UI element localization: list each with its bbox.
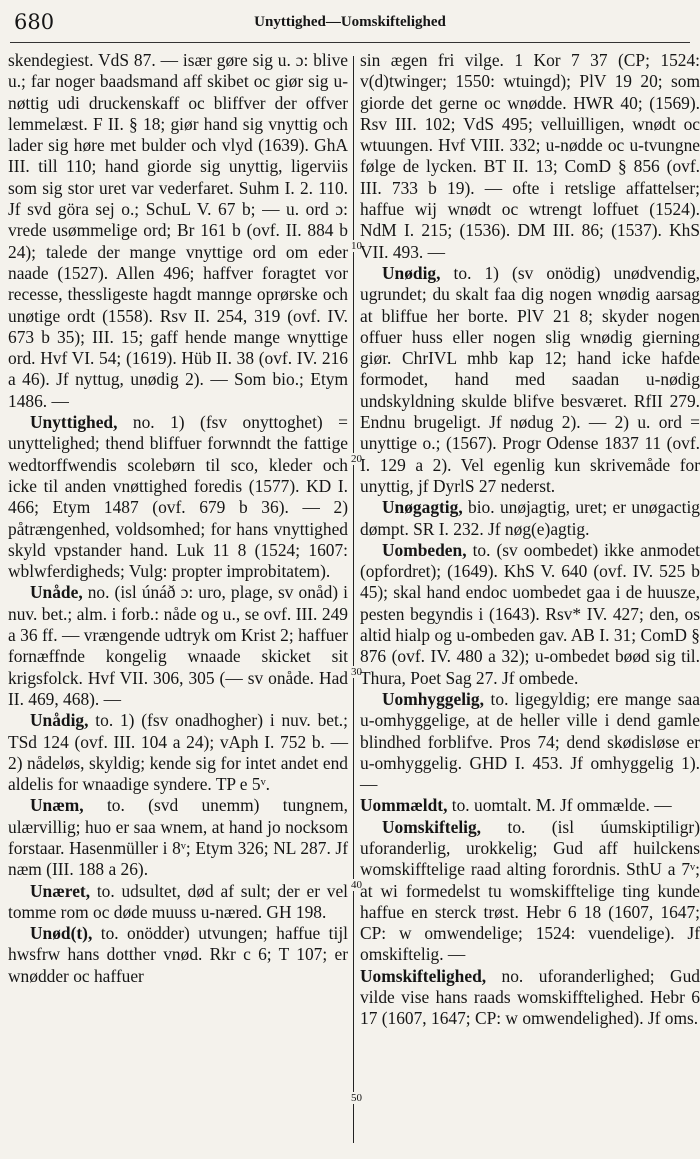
line-number: 40: [351, 879, 362, 891]
headword: Unåde,: [30, 582, 83, 603]
right-column: [360, 50, 700, 1030]
entry: Unådig, to. 1) (fsv onadhogher) i nuv. bet.; TSd 124 (ovf. III. 104 a 24); vAph I. 752 b. — 2) nådeløs, skyldig; kende sig for intet andet end aldelis for wnaadige syndere. TP e 5ᵛ.: [8, 710, 348, 795]
headword: Unødig,: [382, 262, 441, 283]
entry: Unøgagtig, bio. unøjagtig, uret; er unøgactig dømpt. SR I. 232. Jf nøg(e)agtig.: [360, 497, 700, 539]
headword: Uomskiftelighed,: [360, 965, 487, 986]
entry: skendegiest. VdS 87. — især gøre sig u. ɔ: blive u.; far noger baadsmand aff skibet oc giør sig u-nøttig udi druckenskaff oc bliffver der offver lemmelæst. F II. § 18; giør hand sig vnyttig och lader sig høre met bulder och vlyd (1639). GhA III. till 110; hand giorde sig unyttig, ligerviis som sig stor uret var vederfaret. Suhm I. 2. 110. Jf svd göra sej o.; SchuL V. 67 b; — u. ord ɔ: vrede usømmelige ord; Br 161 b (ovf. II. 884 b 24); talede der mange vnyttige ord om eder naade (1527). Allen 496; haffver foragtet vor recesse, thessligeste hagdt mannge oprørske och unøtige ordt (1558). Rsv II. 254, 319 (ovf. IV. 673 b 35); III. 15; gaff hende mange wnyttige ord. Hvf VI. 54; (1619). Hüb II. 38 (ovf. IV. 216 a 46). Jf nyttug, unødig 2). — Som bio.; Etym 1486. —: [8, 50, 348, 411]
entry: sin ægen fri vilge. 1 Kor 7 37 (CP; 1524: v(d)twinger; 1550: wtuingd); PlV 19 20; som giorde det gerne oc wnødde. HWR 40; (1569). Rsv III. 102; VdS 495; velluilligen, wnødt oc wtuungen. Hvf VIII. 332; u-nødde oc u-tvungne følge de lycken. BT II. 13; ComD § 856 (ovf. III. 733 b 19). — ofte i retslige affattelser; haffue wij wnødt oc wtrengt loffuet (1524). NdM I. 215; (1536). DM III. 86; (1537). KhS VII. 493. —: [360, 50, 700, 262]
headword: Unæret,: [30, 880, 91, 901]
line-number: 30: [351, 666, 362, 678]
entry: Unød(t), to. onödder) utvungen; haffue tijl hwsfrw hans dotther vnød. Rkr c 6; T 107; er wnødder oc haffuer: [8, 923, 348, 986]
page-header: [14, 10, 686, 36]
entry: Uomskiftelig, to. (isl úumskiptiligr) uforanderlig, urokkelig; Gud aff huilckens womskifftelige raad alting forordnis. SthU a 7ᵛ; at wi formedelst tu womskifftelige ting kunde haffue en sterck trøst. Hebr 6 18 (1607, 1647; CP: w omwendelige; 1524: vuendelige). Jf omskiftelig. —: [360, 816, 700, 965]
headword: Unådig,: [30, 710, 89, 731]
line-number: 10: [351, 240, 362, 252]
entry: Uomskiftelighed, no. uforanderlighed; Gud vilde vise hans raads womskifftelighed. Hebr 6 17 (1607, 1647; CP: w omwendelighed). Jf oms.: [360, 965, 700, 1029]
line-number: 20: [351, 453, 362, 465]
running-title: Unyttighed—Uomskiftelighed: [254, 14, 446, 30]
header-rule: [10, 42, 690, 43]
entry: Unæret, to. udsultet, død af sult; der er vel tomme rom oc døde muuss u-næred. GH 198.: [8, 880, 348, 922]
headword: Unæm,: [30, 795, 84, 816]
entry: Uomhyggelig, to. ligegyldig; ere mange saa u-omhyggelige, at de heller ville i dend gamle blindhed forblifve. Pros 74; dend skødisløse er u-omhyggelig. GHD I. 453. Jf omhyggelig 1). —: [360, 688, 700, 795]
page-number: 680: [14, 10, 55, 34]
headword: Uomhyggelig,: [382, 688, 484, 709]
headword: Uommældt,: [360, 795, 448, 816]
entry: Uombeden, to. (sv oombedet) ikke anmodet (opfordret); (1649). KhS V. 640 (ovf. IV. 525 b 45); skal hand endoc uombedet gaa i de huusze, pesten begyndis i (1643). Rsv* IV. 427; den, os altid hialp og u-ombeden gav. AB I. 31; ComD § 876 (ovf. IV. 480 a 32); u-ombedet bøød sig til. Thura, Poet Sag 27. Jf ombede.: [360, 539, 700, 688]
headword: Uombeden,: [382, 539, 467, 560]
headword: Uomskiftelig,: [382, 816, 482, 837]
headword: Unød(t),: [30, 923, 93, 944]
column-divider: [353, 56, 354, 1143]
entry: Unyttighed, no. 1) (fsv onyttoghet) = unyttelighed; thend bliffuer forwnndt the fattige wedtorffwendis scolebørn til sco, kleder och icke til anden vnøttighed foredis (1577). KD I. 466; Etym 1487 (ovf. 679 b 36). — 2) påtrængenhed, voldsomhed; for hans vnyttighed skyld vpstander hand. Luk 11 8 (1524; 1607: wblwferdigheds; Vulg: propter improbitatem).: [8, 412, 348, 582]
entry: Unæm, to. (svd unemm) tungnem, ulærvillig; huo er saa wnem, at hand jo nocksom forstaar. Hasenmüller i 8ᵛ; Etym 326; NL 287. Jf næm (III. 188 a 26).: [8, 795, 348, 880]
headword: Unøgagtig,: [382, 497, 463, 518]
left-column: [8, 50, 348, 987]
entry: Unåde, no. (isl únáð ɔ: uro, plage, sv onåd) i nuv. bet.; alm. i forb.: nåde og u., se ovf. III. 249 a 36 ff. — vrængende udtryk om Krist 2; haffuer fornæffnde kongelig wnaade skicket sit krigsfolck. Hvf VII. 306, 305 (— sv onåde. Had II. 469, 468). —: [8, 582, 348, 709]
entry: Uommældt, to. uomtalt. M. Jf ommælde. —: [360, 795, 672, 816]
line-number: 50: [351, 1092, 362, 1104]
headword: Unyttighed,: [30, 412, 118, 433]
entry: Unødig, to. 1) (sv onödig) unødvendig, ugrundet; du skalt faa dig nogen wnødig aarsag at bliffue her borte. PlV 21 8; skyder nogen offuer huss eller nogen slig wnødig gierning giør. ChrIVL mhb kap 12; hand icke hafde formodet, hand med saadan u-nødig undskyldning skulde blifve besværet. RfII 279. Endnu brugeligt. Jf nødug 2). — 2) u. ord = unyttige o.; (1567). Progr Odense 1837 11 (ovf. I. 129 a 2). Vel egenlig kun skrivemåde for unyttig, jf DyrlS 27 nederst.: [360, 262, 700, 496]
